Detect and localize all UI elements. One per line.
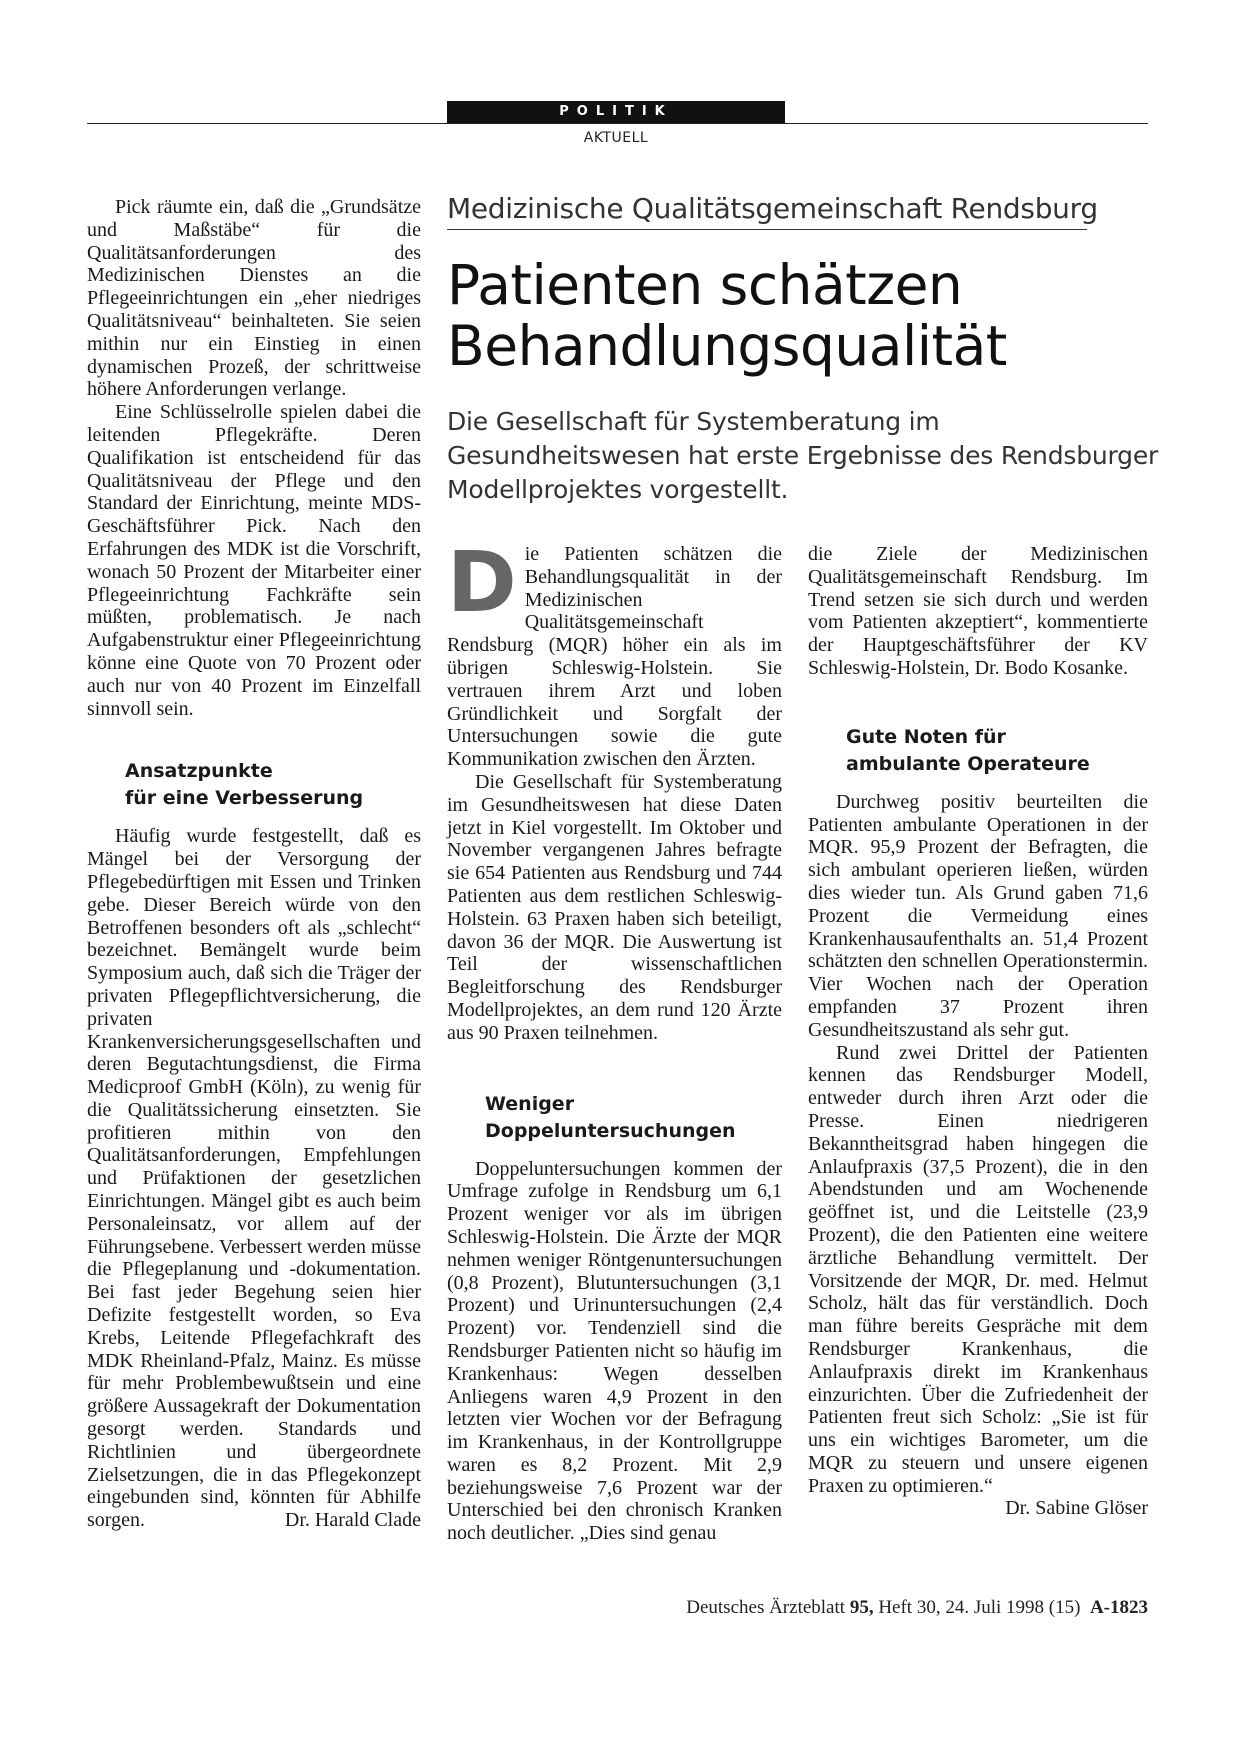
middle-paragraph-1-text: ie Patienten schätzen die Behandlungsqualität in der Medizinischen Qualitätsgemeinschaft Rendsburg (MQR) höher ein als im übrigen Schleswig-Holstein. Sie vertrauen ihrem Arzt und loben Gründlichkeit und Sorgfalt der Untersuchungen sowie die gute Kommunikation zwischen den Ärzten.	[447, 543, 782, 771]
deck-line-1: Die Gesellschaft für Systemberatung im	[447, 407, 940, 436]
deck-line-2: Gesundheitswesen hat erste Ergebnisse des Rendsburger	[447, 441, 1159, 470]
right-subheading-line-2: ambulante Operateure	[846, 752, 1090, 775]
middle-subheading	[485, 1091, 782, 1145]
right-signature: Dr. Sabine Glöser	[1005, 1497, 1148, 1520]
right-subheading	[846, 724, 1148, 778]
footer-journal: Deutsches Ärzteblatt	[686, 1597, 846, 1618]
left-paragraph-3	[87, 825, 421, 1532]
middle-paragraph-2: Die Gesellschaft für Systemberatung im Gesundheitswesen hat diese Daten jetzt in Kiel vorgestellt. Im Oktober und November vergangenen Jahres befragte sie 654 Patienten aus Rendsburg und 744 Patienten aus dem restlichen Schleswig-Holstein. 63 Praxen haben sich beteiligt, davon 36 der MQR. Die Auswertung ist Teil der wissenschaftlichen Begleitforschung des Rendsburger Modellprojektes, an dem rund 120 Ärzte aus 90 Praxen teilnehmen.	[447, 770, 782, 1044]
left-subheading-line-2: für eine Verbesserung	[125, 787, 364, 810]
middle-subheading-line-2: Doppeluntersuchungen	[485, 1119, 736, 1142]
footer-volume: 95,	[849, 1597, 874, 1618]
middle-subheading-line-1: Weniger	[485, 1092, 575, 1115]
article-headline	[447, 255, 1147, 377]
right-paragraph-2: Durchweg positiv beurteilten die Patienten ambulante Operationen in der MQR. 95,9 Prozent der Befragten, die sich ambulant operieren ließen, würden dies wieder tun. Als Grund gaben 71,6 Prozent die Vermeidung eines Krankenhausaufenthalts an. 51,4 Prozent schätzten den schnellen Operationstermin. Vier Wochen nach der Operation empfanden 37 Prozent ihren Gesundheitszustand als sehr gut.	[808, 790, 1148, 1041]
left-paragraph-2: Eine Schlüsselrolle spielen dabei die leitenden Pflegekräfte. Deren Qualifikation ist entscheidend für das Qualitätsniveau der Pflege und den Standard der Einrichtung, meinte MDS-Geschäftsführer Pick. Nach den Erfahrungen des MDK ist die Vorschrift, wonach 50 Prozent der Mitarbeiter einer Pflegeeinrichtung Fachkräfte sein müßten, problematisch. Je nach Aufgabenstruktur einer Pflegeeinrichtung könne eine Quote von 70 Prozent oder auch nur von 40 Prozent im Einzelfall sinnvoll sein.	[87, 401, 421, 720]
header-rule	[87, 123, 1148, 124]
article-deck	[447, 405, 1159, 507]
article-kicker: Medizinische Qualitätsgemeinschaft Rendsburg	[447, 192, 1087, 230]
headline-line-1: Patienten schätzen	[447, 253, 963, 317]
right-column	[808, 543, 1148, 1520]
middle-column	[447, 533, 782, 1545]
drop-cap: D	[447, 533, 517, 631]
page-footer	[600, 1597, 1148, 1619]
left-subheading-line-1: Ansatzpunkte	[125, 760, 273, 783]
section-subtitle: AKTUELL	[583, 130, 649, 146]
left-paragraph-3-text: Häufig wurde festgestellt, daß es Mängel bei der Versorgung der Pflegebedürftigen mit Essen und Trinken gebe. Dieser Bereich würde von den Betroffenen besonders oft als „schlecht“ bezeichnet. Bemängelt wurde beim Symposium auch, daß sich die Träger der privaten Pflegepflichtversicherung, die privaten Krankenversicherungsgesellschaften und deren Begutachtungsdienst, die Firma Medicproof GmbH (Köln), zu wenig für die Qualitätssicherung einsetzten. Sie profitieren mithin von den Qualitätsanforderungen, Empfehlungen und Prüfaktionen der gesetzlichen Einrichtungen. Mängel gibt es auch beim Personaleinsatz, vor allem auf der Führungsebene. Verbessert werden müsse die Pflegeplanung und -dokumentation. Bei fast jeder Begehung seien hier Defizite festgestellt worden, so Eva Krebs, Leitende Pflegefachkraft des MDK Rheinland-Pfalz, Mainz. Es müsse für mehr Problembewußtsein und eine größere Aussagekraft der Dokumentation gesorgt werden. Standards und Richtlinien und übergeordnete Zielsetzungen, die in das Pflegekonzept eingebunden sind, könnten für Abhilfe sorgen.	[87, 825, 421, 1532]
footer-page-number: A-1823	[1089, 1597, 1148, 1618]
middle-paragraph-1	[447, 533, 782, 771]
right-subheading-line-1: Gute Noten für	[846, 725, 1006, 748]
right-paragraph-3	[808, 1041, 1148, 1520]
left-subheading	[125, 758, 421, 812]
left-signature: Dr. Harald Clade	[284, 1509, 421, 1532]
footer-issue: Heft 30, 24. Juli 1998 (15)	[878, 1597, 1081, 1618]
right-paragraph-3-text: Rund zwei Drittel der Patienten kennen das Rendsburger Modell, entweder durch ihren Arzt oder die Presse. Einen niedrigeren Bekanntheitsgrad haben hingegen die Anlaufpraxis (37,5 Prozent), die in den Abendstunden und am Wochenende geöffnet ist, und die Leitstelle (23,9 Prozent), die den Patienten eine weitere ärztliche Behandlung vermittelt. Der Vorsitzende der MQR, Dr. med. Helmut Scholz, hält das für verständlich. Doch man führe bereits Gespräche mit dem Rendsburger Krankenhaus, die Anlaufpraxis direkt im Krankenhaus einzurichten. Über die Zufriedenheit der Patienten freut sich Scholz: „Sie ist für uns ein wichtiges Barometer, um die MQR zu steuern und unsere eigenen Praxen zu optimieren.“	[808, 1041, 1148, 1497]
right-paragraph-1: die Ziele der Medizinischen Qualitätsgemeinschaft Rendsburg. Im Trend setzen sie sich durch und werden vom Patienten akzeptiert“, kommentierte der Hauptgeschäftsführer der KV Schleswig-Holstein, Dr. Bodo Kosanke.	[808, 543, 1148, 679]
left-paragraph-1: Pick räumte ein, daß die „Grundsätze und Maßstäbe“ für die Qualitätsanforderungen des Medizinischen Dienstes an die Pflegeeinrichtungen ein „eher niedriges Qualitätsniveau“ beinhalteten. Sie seien mithin nur ein Einstieg in einen dynamischen Prozeß, der schrittweise höhere Anforderungen verlange.	[87, 196, 421, 401]
headline-line-2: Behandlungsqualität	[447, 314, 1007, 378]
deck-line-3: Modellprojektes vorgestellt.	[447, 475, 789, 504]
left-column	[87, 196, 421, 1532]
section-tab: POLITIK	[447, 101, 785, 123]
middle-paragraph-3: Doppeluntersuchungen kommen der Umfrage zufolge in Rendsburg um 6,1 Prozent weniger vor als im übrigen Schleswig-Holstein. Die Ärzte der MQR nehmen weniger Röntgenuntersuchungen (0,8 Prozent), Blutuntersuchungen (3,1 Prozent) und Urinuntersuchungen (2,4 Prozent) vor. Tendenziell sind die Rendsburger Patienten nicht so häufig im Krankenhaus: Wegen desselben Anliegens waren 4,9 Prozent in den letzten vier Wochen vor der Befragung im Krankenhaus, in der Kontrollgruppe waren es 8,2 Prozent. Mit 2,9 beziehungsweise 7,6 Prozent war der Unterschied bei den chronisch Kranken noch deutlicher. „Dies sind genau	[447, 1157, 782, 1545]
